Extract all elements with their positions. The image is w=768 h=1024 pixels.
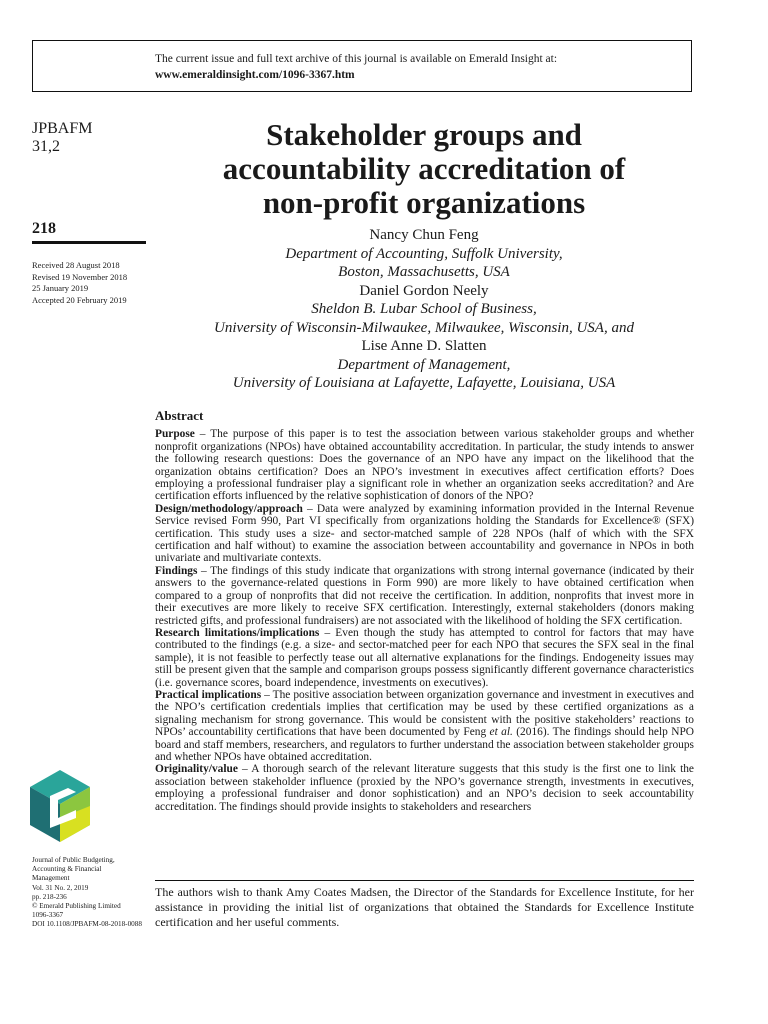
abstract-practical [155, 689, 694, 763]
section-label: Design/methodology/approach [155, 502, 303, 515]
article-title [160, 118, 688, 220]
section-text: Data were analyzed by examining information provided in the Internal Revenue Service revised Form 990, Part VI specifically from organizations holding the Standards for Excellence® (SFX) certification. This study uses a size- and sector-matched sample of 228 NPOs (half of which with the SFX certification and half without) to examine the association between accountability and governance in NPOs in both univariate and multivariate contexts. [155, 502, 694, 565]
title-line: Stakeholder groups and [266, 117, 582, 152]
pub-info-line: © Emerald Publishing Limited [32, 902, 121, 911]
author-affiliation: Department of Accounting, Suffolk University, [285, 245, 563, 262]
author-name: Daniel Gordon Neely [359, 282, 489, 299]
section-text: The purpose of this paper is to test the association between various stakeholder groups and whether nonprofit organizations (NPOs) have obtained accountability accreditation. In particular, the study intends to answer the following research questions: Does the governance of an NPO have any impact on the likelihood that the organization obtains certification? Does an NPO’s investment in executives affect certification efforts? Does employing a professional fundraiser play a significant role in whether an organization seeks accreditation? and Are certification efforts influenced by the relative sophistication of donors of the NPO? [155, 428, 695, 503]
section-separator: – [237, 763, 252, 776]
section-text: A thorough search of the relevant literature suggests that this study is the first one to link the association between stakeholder influence (proxied by the NPO’s governance strength, investments in executives, employing a professional fundraiser and donor sophistication) and an NPO’s decision to seek accountability accreditation. The findings should provide insights to stakeholders and researchers [155, 763, 694, 813]
article-history-dates [32, 260, 127, 306]
pub-info-line: Accounting & Financial [32, 865, 102, 874]
abstract-design [155, 503, 694, 565]
footnote-rule [155, 880, 694, 881]
section-text: (2016). The findings should help NPO board and staff members, researchers, and regulators to further understand the association between stakeholder groups and whether NPOs have obtained accreditation. [155, 726, 695, 763]
section-separator: – [194, 428, 211, 441]
archive-notice-box [32, 40, 692, 92]
date-revised-2: 25 January 2019 [32, 283, 89, 293]
publication-info [32, 856, 154, 930]
section-label: Originality/value [155, 763, 238, 776]
date-received: Received 28 August 2018 [32, 260, 120, 270]
pub-info-line: pp. 218-236 [32, 892, 67, 901]
doi-link[interactable]: DOI 10.1108/JPBAFM-08-2018-0088 [32, 920, 142, 929]
author-list [150, 226, 698, 393]
section-text: Even though the study has attempted to control for factors that may have contributed to the findings (e.g. a size- and sector-matched peer for each NPO that secures the SFX seal in the final sample), it is not feasible to perfectly tease out all alternative explanations for the findings. Endogeneity issues may still be present given that the sample and comparison groups possess significantly different governance characteristics (i.e. governance scores, board independence, investments on executives). [155, 626, 694, 689]
section-label: Purpose [155, 428, 195, 441]
section-label: Findings [155, 564, 198, 577]
abstract [155, 410, 694, 813]
journal-url-link[interactable]: www.emeraldinsight.com/1096-3367.htm [155, 69, 355, 81]
section-separator: – [302, 502, 317, 515]
archive-notice-text: The current issue and full text archive of this journal is available on Emerald Insight at: [155, 53, 558, 65]
acknowledgment-footnote: The authors wish to thank Amy Coates Madsen, the Director of the Standards for Excellence Institute, for her assistance in providing the initial list of organizations that obtained the Standards for Excellence Institute certification and her useful comments. [155, 885, 694, 929]
section-label: Research limitations/implications [155, 626, 320, 639]
title-line: non-profit organizations [262, 185, 586, 220]
author-affiliation: Boston, Massachusetts, USA [338, 264, 510, 280]
pub-info-line: Journal of Public Budgeting, [32, 856, 115, 864]
volume-issue: 31,2 [32, 138, 60, 155]
author-name: Lise Anne D. Slatten [361, 338, 487, 354]
journal-code: JPBAFM [32, 120, 93, 137]
citation-et-al: et al. [489, 726, 513, 739]
pub-info-line: 1096-3367 [32, 911, 64, 920]
page-number: 218 [32, 220, 56, 237]
page-number-rule [32, 241, 146, 244]
emerald-publishing-logo-icon [30, 770, 90, 842]
abstract-purpose [155, 428, 694, 502]
abstract-originality [155, 763, 694, 813]
author-affiliation: University of Wisconsin-Milwaukee, Milwaukee, Wisconsin, USA, and [214, 319, 634, 336]
abstract-heading: Abstract [155, 408, 204, 423]
date-revised-1: Revised 19 November 2018 [32, 271, 128, 282]
section-label: Practical implications [155, 688, 262, 701]
section-separator: – [319, 626, 336, 639]
section-separator: – [197, 564, 211, 577]
left-margin-column [32, 120, 146, 305]
author-affiliation: University of Louisiana at Lafayette, Lafayette, Louisiana, USA [232, 375, 616, 391]
title-line: accountability accreditation of [222, 151, 626, 186]
author-affiliation: Sheldon B. Lubar School of Business, [311, 301, 537, 317]
date-accepted: Accepted 20 February 2019 [32, 294, 127, 305]
section-text: The positive association between organization governance and investment in executives and the NPO’s certification credentials implies that certification may be used by these certified organizations as a signaling mechanism for strong governance. This would be consistent with the positive stakeholders’ reactions to NPOs’ accountability certifications that have been documented by Feng [155, 688, 695, 739]
author-affiliation: Department of Management, [337, 356, 511, 373]
pub-info-line: Vol. 31 No. 2, 2019 [32, 883, 89, 892]
section-separator: – [261, 688, 273, 701]
pub-info-line: Management [32, 874, 70, 883]
author-name: Nancy Chun Feng [369, 227, 479, 243]
abstract-findings [155, 565, 694, 627]
abstract-limitations [155, 627, 694, 689]
section-text: The findings of this study indicate that organizations with strong internal governance (indicated by their answers to the governance-related questions in Form 990) are more likely to have obtained certification when compared to a group of nonprofits that did not receive the certification. In addition, nonprofits that invest more in their executives are more likely to receive SFX certification. Interestingly, external stakeholders (donors making restricted gifts, and professional fundraisers) are not associated with the likelihood of holding the SFX certification. [155, 564, 694, 627]
